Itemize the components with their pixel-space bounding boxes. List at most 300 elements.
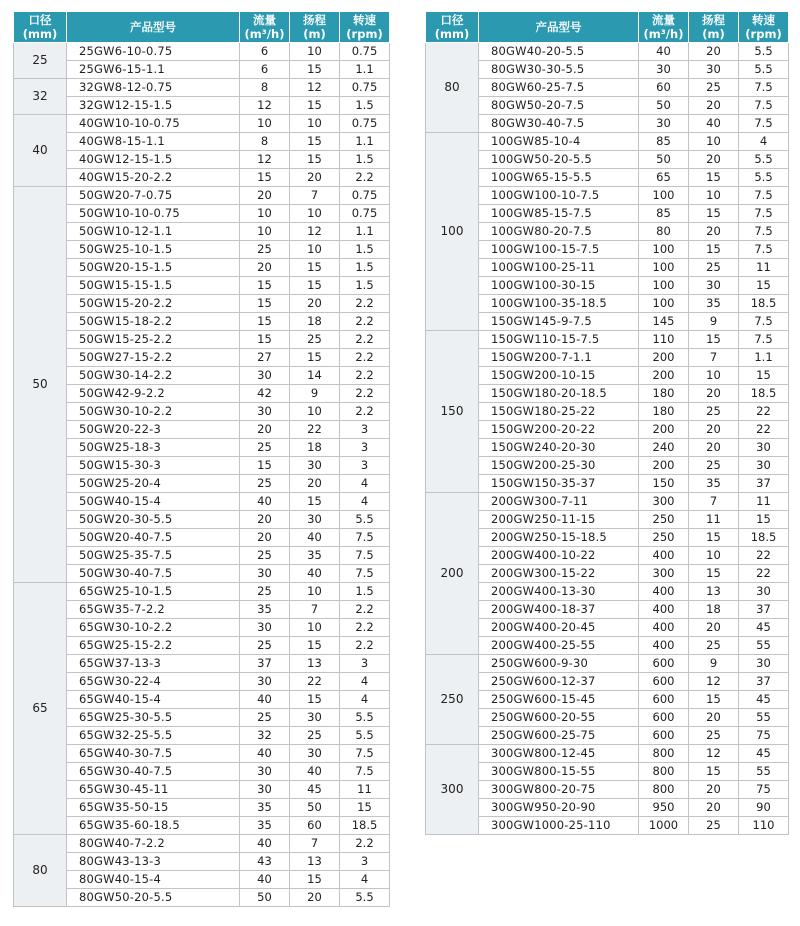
speed-cell: 0.75	[340, 187, 390, 205]
model-cell: 50GW15-30-3	[67, 457, 240, 475]
flow-cell: 180	[639, 403, 689, 421]
table-row	[14, 187, 390, 205]
flow-cell: 35	[240, 817, 290, 835]
table-body-left	[14, 43, 390, 907]
flow-cell: 25	[240, 583, 290, 601]
speed-cell: 3	[340, 439, 390, 457]
flow-cell: 800	[639, 745, 689, 763]
head-cell: 15	[290, 493, 340, 511]
flow-cell: 85	[639, 205, 689, 223]
flow-cell: 35	[240, 799, 290, 817]
speed-cell: 4	[340, 493, 390, 511]
table-row	[14, 781, 390, 799]
flow-cell: 20	[240, 259, 290, 277]
table-row	[426, 295, 789, 313]
head-cell: 10	[689, 547, 739, 565]
model-cell: 50GW10-10-0.75	[67, 205, 240, 223]
head-cell: 20	[290, 889, 340, 907]
table-row	[14, 367, 390, 385]
model-cell: 300GW1000-25-110	[479, 817, 639, 835]
speed-cell: 45	[739, 619, 789, 637]
table-row	[14, 817, 390, 835]
table-row	[14, 133, 390, 151]
flow-cell: 25	[240, 547, 290, 565]
model-cell: 25GW6-10-0.75	[67, 43, 240, 61]
table-row	[426, 133, 789, 151]
speed-cell: 30	[739, 655, 789, 673]
table-row	[14, 61, 390, 79]
head-cell: 13	[290, 655, 340, 673]
speed-cell: 7.5	[739, 187, 789, 205]
flow-cell: 100	[639, 295, 689, 313]
head-cell: 22	[290, 421, 340, 439]
flow-cell: 100	[639, 241, 689, 259]
flow-cell: 15	[240, 457, 290, 475]
speed-cell: 1.1	[340, 133, 390, 151]
flow-cell: 60	[639, 79, 689, 97]
table-row	[14, 223, 390, 241]
flow-cell: 30	[240, 367, 290, 385]
table-row	[426, 223, 789, 241]
table-row	[14, 79, 390, 97]
table-row	[14, 403, 390, 421]
flow-cell: 12	[240, 97, 290, 115]
header-speed: 转速 (rpm)	[739, 12, 789, 43]
bore-size-cell: 150	[426, 331, 479, 493]
table-row	[426, 385, 789, 403]
flow-cell: 10	[240, 223, 290, 241]
head-cell: 30	[689, 277, 739, 295]
model-cell: 100GW100-15-7.5	[479, 241, 639, 259]
speed-cell: 45	[739, 691, 789, 709]
flow-cell: 300	[639, 565, 689, 583]
flow-cell: 50	[639, 151, 689, 169]
model-cell: 50GW15-25-2.2	[67, 331, 240, 349]
head-cell: 10	[689, 133, 739, 151]
speed-cell: 15	[340, 799, 390, 817]
table-row	[426, 799, 789, 817]
flow-cell: 400	[639, 583, 689, 601]
flow-cell: 250	[639, 511, 689, 529]
header-head: 扬程 (m)	[689, 12, 739, 43]
head-cell: 7	[689, 349, 739, 367]
model-cell: 150GW200-25-30	[479, 457, 639, 475]
speed-cell: 0.75	[340, 79, 390, 97]
speed-cell: 22	[739, 565, 789, 583]
head-cell: 25	[689, 457, 739, 475]
head-cell: 15	[689, 763, 739, 781]
model-cell: 200GW250-15-18.5	[479, 529, 639, 547]
bore-size-cell: 80	[14, 835, 67, 907]
table-row	[426, 43, 789, 61]
head-cell: 15	[290, 151, 340, 169]
table-row	[14, 421, 390, 439]
head-cell: 20	[290, 169, 340, 187]
head-cell: 35	[290, 547, 340, 565]
head-cell: 30	[689, 61, 739, 79]
head-cell: 15	[689, 331, 739, 349]
flow-cell: 50	[240, 889, 290, 907]
model-cell: 50GW20-7-0.75	[67, 187, 240, 205]
speed-cell: 11	[340, 781, 390, 799]
head-cell: 20	[689, 97, 739, 115]
head-cell: 18	[290, 439, 340, 457]
flow-cell: 37	[240, 655, 290, 673]
flow-cell: 40	[240, 691, 290, 709]
model-cell: 25GW6-15-1.1	[67, 61, 240, 79]
model-cell: 65GW25-10-1.5	[67, 583, 240, 601]
speed-cell: 1.1	[739, 349, 789, 367]
head-cell: 11	[689, 511, 739, 529]
speed-cell: 1.5	[340, 583, 390, 601]
header-model: 产品型号	[67, 12, 240, 43]
table-row	[14, 493, 390, 511]
head-cell: 45	[290, 781, 340, 799]
table-row	[426, 403, 789, 421]
table-row	[14, 241, 390, 259]
table-row	[14, 601, 390, 619]
flow-cell: 15	[240, 331, 290, 349]
table-row	[14, 709, 390, 727]
model-cell: 80GW50-20-5.5	[67, 889, 240, 907]
model-cell: 200GW300-15-22	[479, 565, 639, 583]
head-cell: 12	[290, 79, 340, 97]
speed-cell: 7.5	[340, 763, 390, 781]
head-cell: 7	[290, 187, 340, 205]
flow-cell: 25	[240, 241, 290, 259]
table-row	[426, 619, 789, 637]
table-row	[426, 439, 789, 457]
bore-size-cell: 80	[426, 43, 479, 133]
model-cell: 80GW60-25-7.5	[479, 79, 639, 97]
speed-cell: 7.5	[739, 223, 789, 241]
flow-cell: 40	[240, 871, 290, 889]
table-row	[426, 601, 789, 619]
speed-cell: 4	[340, 691, 390, 709]
bore-size-cell: 300	[426, 745, 479, 835]
pump-spec-table-left	[13, 11, 390, 907]
head-cell: 40	[290, 565, 340, 583]
head-cell: 10	[290, 43, 340, 61]
model-cell: 50GW20-15-1.5	[67, 259, 240, 277]
header-row	[426, 12, 789, 43]
speed-cell: 75	[739, 727, 789, 745]
table-row	[14, 691, 390, 709]
model-cell: 150GW200-10-15	[479, 367, 639, 385]
flow-cell: 15	[240, 277, 290, 295]
speed-cell: 15	[739, 367, 789, 385]
head-cell: 25	[689, 403, 739, 421]
flow-cell: 20	[240, 421, 290, 439]
table-row	[14, 295, 390, 313]
head-cell: 10	[290, 241, 340, 259]
head-cell: 20	[689, 43, 739, 61]
flow-cell: 100	[639, 259, 689, 277]
model-cell: 40GW15-20-2.2	[67, 169, 240, 187]
model-cell: 200GW250-11-15	[479, 511, 639, 529]
head-cell: 13	[689, 583, 739, 601]
head-cell: 10	[290, 619, 340, 637]
model-cell: 50GW30-14-2.2	[67, 367, 240, 385]
table-row	[14, 763, 390, 781]
header-bore: 口径 (mm)	[14, 12, 67, 43]
header-flow: 流量 (m³/h)	[240, 12, 290, 43]
speed-cell: 0.75	[340, 43, 390, 61]
flow-cell: 400	[639, 619, 689, 637]
table-row	[426, 529, 789, 547]
model-cell: 50GW30-40-7.5	[67, 565, 240, 583]
head-cell: 15	[290, 349, 340, 367]
speed-cell: 22	[739, 547, 789, 565]
speed-cell: 30	[739, 439, 789, 457]
flow-cell: 30	[639, 61, 689, 79]
flow-cell: 20	[240, 511, 290, 529]
flow-cell: 10	[240, 205, 290, 223]
table-row	[14, 43, 390, 61]
flow-cell: 6	[240, 61, 290, 79]
bore-size-cell: 250	[426, 655, 479, 745]
head-cell: 20	[290, 475, 340, 493]
model-cell: 65GW37-13-3	[67, 655, 240, 673]
table-row	[426, 205, 789, 223]
speed-cell: 2.2	[340, 637, 390, 655]
flow-cell: 50	[639, 97, 689, 115]
head-cell: 15	[689, 529, 739, 547]
flow-cell: 100	[639, 187, 689, 205]
speed-cell: 30	[739, 457, 789, 475]
header-head: 扬程 (m)	[290, 12, 340, 43]
table-row	[426, 511, 789, 529]
speed-cell: 37	[739, 475, 789, 493]
flow-cell: 600	[639, 691, 689, 709]
model-cell: 50GW20-30-5.5	[67, 511, 240, 529]
table-row	[426, 583, 789, 601]
flow-cell: 100	[639, 277, 689, 295]
head-cell: 22	[290, 673, 340, 691]
table-row	[426, 421, 789, 439]
table-row	[426, 313, 789, 331]
bore-size-cell: 32	[14, 79, 67, 115]
head-cell: 12	[689, 673, 739, 691]
header-row	[14, 12, 390, 43]
flow-cell: 40	[240, 493, 290, 511]
model-cell: 50GW15-18-2.2	[67, 313, 240, 331]
table-row	[14, 637, 390, 655]
speed-cell: 1.1	[340, 61, 390, 79]
head-cell: 20	[689, 619, 739, 637]
model-cell: 100GW100-35-18.5	[479, 295, 639, 313]
model-cell: 250GW600-25-75	[479, 727, 639, 745]
table-row	[14, 727, 390, 745]
speed-cell: 7.5	[739, 313, 789, 331]
speed-cell: 2.2	[340, 349, 390, 367]
speed-cell: 22	[739, 403, 789, 421]
model-cell: 250GW600-12-37	[479, 673, 639, 691]
flow-cell: 30	[240, 673, 290, 691]
table-row	[426, 97, 789, 115]
head-cell: 15	[689, 565, 739, 583]
table-row	[426, 259, 789, 277]
table-row	[14, 511, 390, 529]
model-cell: 100GW100-25-11	[479, 259, 639, 277]
flow-cell: 20	[240, 529, 290, 547]
head-cell: 30	[290, 745, 340, 763]
speed-cell: 2.2	[340, 403, 390, 421]
speed-cell: 5.5	[340, 511, 390, 529]
head-cell: 10	[290, 403, 340, 421]
flow-cell: 145	[639, 313, 689, 331]
model-cell: 50GW20-40-7.5	[67, 529, 240, 547]
speed-cell: 18.5	[739, 295, 789, 313]
table-row	[14, 799, 390, 817]
head-cell: 20	[689, 781, 739, 799]
table-row	[14, 529, 390, 547]
flow-cell: 40	[240, 835, 290, 853]
head-cell: 9	[290, 385, 340, 403]
header-model: 产品型号	[479, 12, 639, 43]
table-body-right	[426, 43, 789, 835]
head-cell: 50	[290, 799, 340, 817]
speed-cell: 7.5	[739, 241, 789, 259]
flow-cell: 25	[240, 475, 290, 493]
bore-size-cell: 50	[14, 187, 67, 583]
table-row	[426, 709, 789, 727]
flow-cell: 15	[240, 169, 290, 187]
head-cell: 15	[290, 97, 340, 115]
head-cell: 20	[689, 223, 739, 241]
model-cell: 65GW30-10-2.2	[67, 619, 240, 637]
model-cell: 150GW180-25-22	[479, 403, 639, 421]
model-cell: 100GW100-10-7.5	[479, 187, 639, 205]
flow-cell: 80	[639, 223, 689, 241]
speed-cell: 37	[739, 673, 789, 691]
flow-cell: 600	[639, 709, 689, 727]
speed-cell: 18.5	[739, 529, 789, 547]
table-row	[426, 655, 789, 673]
model-cell: 40GW12-15-1.5	[67, 151, 240, 169]
model-cell: 300GW800-20-75	[479, 781, 639, 799]
header-bore: 口径 (mm)	[426, 12, 479, 43]
head-cell: 60	[290, 817, 340, 835]
head-cell: 12	[689, 745, 739, 763]
flow-cell: 25	[240, 637, 290, 655]
flow-cell: 27	[240, 349, 290, 367]
bore-size-cell: 100	[426, 133, 479, 331]
head-cell: 10	[689, 367, 739, 385]
flow-cell: 200	[639, 349, 689, 367]
table-row	[426, 169, 789, 187]
flow-cell: 30	[240, 619, 290, 637]
model-cell: 200GW400-10-22	[479, 547, 639, 565]
table-row	[14, 277, 390, 295]
speed-cell: 3	[340, 853, 390, 871]
table-row	[426, 187, 789, 205]
flow-cell: 600	[639, 727, 689, 745]
head-cell: 10	[290, 205, 340, 223]
model-cell: 100GW50-20-5.5	[479, 151, 639, 169]
flow-cell: 400	[639, 547, 689, 565]
model-cell: 250GW600-9-30	[479, 655, 639, 673]
speed-cell: 2.2	[340, 601, 390, 619]
head-cell: 40	[689, 115, 739, 133]
model-cell: 250GW600-20-55	[479, 709, 639, 727]
head-cell: 15	[689, 241, 739, 259]
head-cell: 15	[290, 637, 340, 655]
head-cell: 13	[290, 853, 340, 871]
flow-cell: 32	[240, 727, 290, 745]
table-row	[14, 619, 390, 637]
model-cell: 50GW15-15-1.5	[67, 277, 240, 295]
model-cell: 40GW8-15-1.1	[67, 133, 240, 151]
table-row	[426, 457, 789, 475]
model-cell: 50GW42-9-2.2	[67, 385, 240, 403]
table-row	[14, 889, 390, 907]
speed-cell: 11	[739, 259, 789, 277]
table-row	[426, 151, 789, 169]
speed-cell: 5.5	[340, 889, 390, 907]
model-cell: 300GW950-20-90	[479, 799, 639, 817]
head-cell: 20	[290, 295, 340, 313]
model-cell: 50GW40-15-4	[67, 493, 240, 511]
flow-cell: 6	[240, 43, 290, 61]
speed-cell: 5.5	[340, 727, 390, 745]
model-cell: 150GW200-20-22	[479, 421, 639, 439]
flow-cell: 15	[240, 295, 290, 313]
table-row	[426, 745, 789, 763]
speed-cell: 30	[739, 583, 789, 601]
speed-cell: 1.5	[340, 97, 390, 115]
model-cell: 50GW25-20-4	[67, 475, 240, 493]
flow-cell: 600	[639, 655, 689, 673]
model-cell: 300GW800-15-55	[479, 763, 639, 781]
model-cell: 65GW35-60-18.5	[67, 817, 240, 835]
head-cell: 20	[689, 151, 739, 169]
model-cell: 200GW400-18-37	[479, 601, 639, 619]
table-row	[14, 457, 390, 475]
table-row	[14, 439, 390, 457]
head-cell: 15	[290, 133, 340, 151]
head-cell: 9	[689, 655, 739, 673]
table-row	[426, 115, 789, 133]
model-cell: 50GW15-20-2.2	[67, 295, 240, 313]
flow-cell: 400	[639, 601, 689, 619]
speed-cell: 22	[739, 421, 789, 439]
table-row	[14, 331, 390, 349]
flow-cell: 30	[240, 763, 290, 781]
model-cell: 200GW300-7-11	[479, 493, 639, 511]
speed-cell: 90	[739, 799, 789, 817]
model-cell: 200GW400-20-45	[479, 619, 639, 637]
model-cell: 80GW40-15-4	[67, 871, 240, 889]
model-cell: 150GW240-20-30	[479, 439, 639, 457]
speed-cell: 5.5	[739, 169, 789, 187]
model-cell: 65GW25-15-2.2	[67, 637, 240, 655]
model-cell: 80GW40-20-5.5	[479, 43, 639, 61]
table-row	[14, 169, 390, 187]
table-row	[426, 493, 789, 511]
table-row	[14, 871, 390, 889]
head-cell: 30	[290, 511, 340, 529]
model-cell: 100GW65-15-5.5	[479, 169, 639, 187]
flow-cell: 25	[240, 439, 290, 457]
head-cell: 15	[290, 871, 340, 889]
table-row	[14, 583, 390, 601]
table-row	[14, 115, 390, 133]
speed-cell: 2.2	[340, 835, 390, 853]
flow-cell: 85	[639, 133, 689, 151]
speed-cell: 2.2	[340, 619, 390, 637]
table-row	[426, 637, 789, 655]
